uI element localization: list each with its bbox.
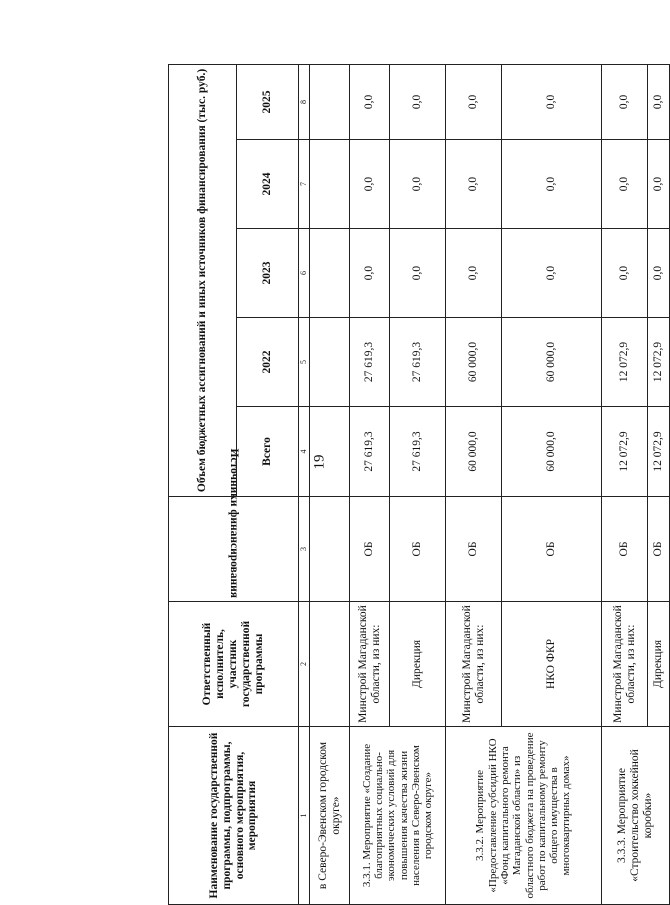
row-total-cell <box>310 407 350 497</box>
page-number: 19 <box>311 454 328 470</box>
header-source-label: Источники финансирования <box>227 448 240 598</box>
row-2022-cell: 27 619,3 <box>390 318 446 407</box>
row-2024-cell: 0,0 <box>350 140 390 229</box>
row-source-cell: ОБ <box>446 497 502 602</box>
row-2024-cell: 0,0 <box>502 140 602 229</box>
column-number: 3 <box>299 497 310 602</box>
table-row <box>446 64 502 904</box>
column-number: 2 <box>299 602 310 727</box>
table-row <box>350 64 390 904</box>
row-total-cell: 27 619,3 <box>350 407 390 497</box>
row-executor-cell: Минстрой Магаданской области, из них: <box>446 602 502 727</box>
row-2023-cell <box>310 229 350 318</box>
row-total-cell: 27 619,3 <box>390 407 446 497</box>
header-year-2024: 2024 <box>237 140 299 229</box>
row-2022-cell: 60 000,0 <box>502 318 602 407</box>
row-2022-cell: 12 072,9 <box>602 318 648 407</box>
header-year-2022: 2022 <box>237 318 299 407</box>
row-name-cell: 3.3.2. Мероприятие «Предоставление субсидий НКО «Фонд капитального ремонта Магаданской области» из областного бюджета на проведение работ по капитальному ремонту общего имущества в многоквартирных домах» <box>446 727 602 905</box>
column-number: 6 <box>299 229 310 318</box>
header-year-2025: 2025 <box>237 64 299 139</box>
header-year-2023: 2023 <box>237 229 299 318</box>
row-2023-cell: 0,0 <box>350 229 390 318</box>
row-executor-cell: Дирекция <box>390 602 446 727</box>
row-2024-cell: 0,0 <box>648 140 670 229</box>
header-name: Наименование государственной программы, подпрограммы, основного мероприятия, мероприятия <box>169 727 299 905</box>
row-executor-cell: Минстрой Магаданской области, из них: <box>350 602 390 727</box>
column-number-row <box>299 64 310 904</box>
column-number: 7 <box>299 140 310 229</box>
header-total: Всего <box>237 407 299 497</box>
column-number: 8 <box>299 64 310 139</box>
row-2025-cell: 0,0 <box>390 64 446 139</box>
row-total-cell: 60 000,0 <box>446 407 502 497</box>
row-2023-cell: 0,0 <box>502 229 602 318</box>
row-name-cell: 3.3.3. Мероприятие «Строительство хоккейной коробки» <box>602 727 670 905</box>
column-number: 1 <box>299 727 310 905</box>
row-2024-cell <box>310 140 350 229</box>
rotated-table-container <box>168 65 665 905</box>
row-2025-cell: 0,0 <box>648 64 670 139</box>
row-2023-cell: 0,0 <box>390 229 446 318</box>
row-total-cell: 12 072,9 <box>648 407 670 497</box>
row-source-cell: ОБ <box>390 497 446 602</box>
row-2023-cell: 0,0 <box>602 229 648 318</box>
row-source-cell: ОБ <box>350 497 390 602</box>
row-2022-cell: 27 619,3 <box>350 318 390 407</box>
row-2024-cell: 0,0 <box>446 140 502 229</box>
row-executor-cell: Минстрой Магаданской области, из них: <box>602 602 648 727</box>
header-budget-group: Объем бюджетных ассигнований и иных источников финансирования (тыс. руб.) <box>169 64 237 496</box>
row-source-cell: ОБ <box>502 497 602 602</box>
row-2023-cell: 0,0 <box>446 229 502 318</box>
budget-table <box>168 64 670 905</box>
row-executor-cell <box>310 602 350 727</box>
row-2024-cell: 0,0 <box>390 140 446 229</box>
row-2022-cell <box>310 318 350 407</box>
header-executor: Ответственный исполнитель, участник государственной программы <box>169 602 299 727</box>
table-row <box>310 64 350 904</box>
table-row <box>602 64 648 904</box>
row-2025-cell: 0,0 <box>502 64 602 139</box>
row-total-cell: 60 000,0 <box>502 407 602 497</box>
row-name-cell: в Северо-Эвенском городском округе» <box>310 727 350 905</box>
column-number: 4 <box>299 407 310 497</box>
row-source-cell: ОБ <box>648 497 670 602</box>
row-2023-cell: 0,0 <box>648 229 670 318</box>
header-row-1 <box>169 64 237 904</box>
row-2025-cell: 0,0 <box>446 64 502 139</box>
row-executor-cell: НКО ФКР <box>502 602 602 727</box>
column-number: 5 <box>299 318 310 407</box>
row-source-cell: ОБ <box>602 497 648 602</box>
row-total-cell: 12 072,9 <box>602 407 648 497</box>
row-name-cell: 3.3.1. Мероприятие «Создание благоприятных социально-экономических условий для повышения качества жизни населения в Северо-Эвенском городском округе» <box>350 727 446 905</box>
row-2025-cell: 0,0 <box>350 64 390 139</box>
row-2022-cell: 60 000,0 <box>446 318 502 407</box>
row-2024-cell: 0,0 <box>602 140 648 229</box>
row-2022-cell: 12 072,9 <box>648 318 670 407</box>
row-2025-cell <box>310 64 350 139</box>
row-source-cell <box>310 497 350 602</box>
row-executor-cell: Дирекция <box>648 602 670 727</box>
row-2025-cell: 0,0 <box>602 64 648 139</box>
